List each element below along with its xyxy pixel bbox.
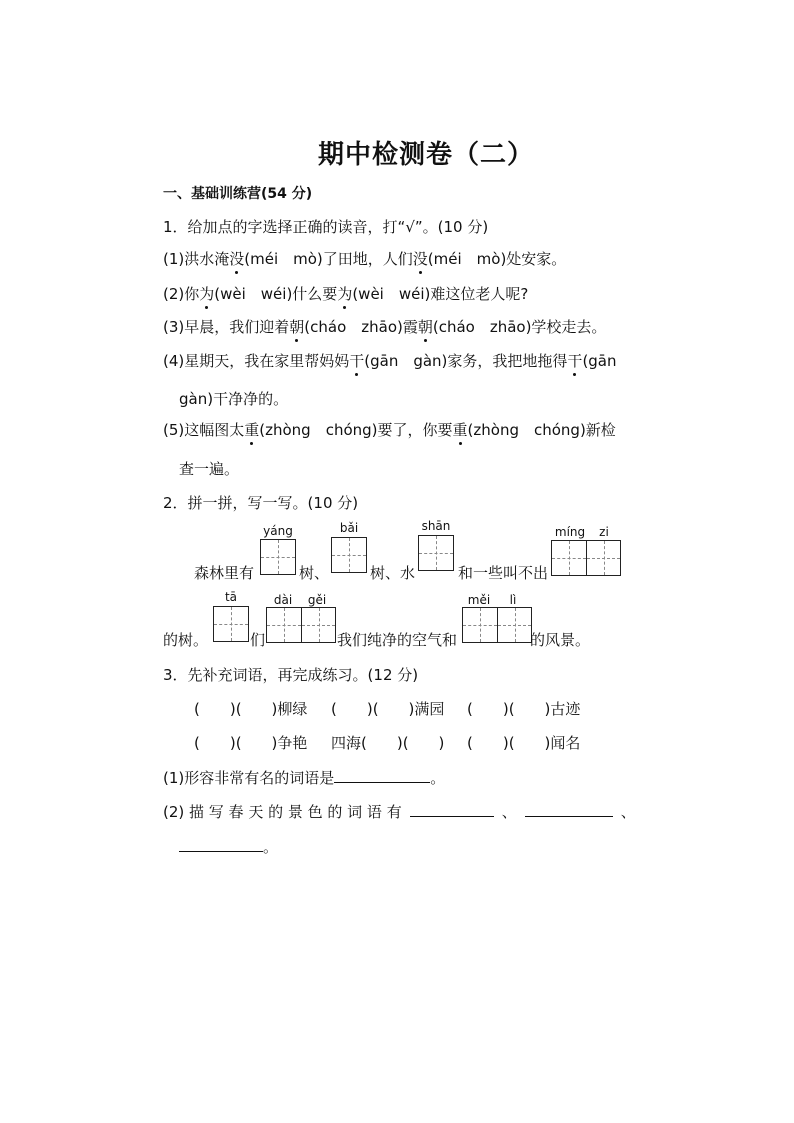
q1-item-5	[163, 419, 616, 440]
q1-item-4	[163, 350, 617, 371]
q1-item-1	[163, 248, 566, 269]
q1-item-3-text-a: (3)早晨，我们迎着	[163, 318, 290, 336]
q3-sub-2-end: 。	[263, 838, 279, 856]
q1-item-5-continuation: 查一遍。	[179, 460, 240, 478]
q1-item-3-text-e: (cháo zhāo)学校走去。	[432, 318, 607, 336]
q3-word-5: 四海( )( )	[331, 734, 445, 752]
pinyin-bai: bǎi	[339, 521, 359, 535]
q3-sub-2	[163, 801, 636, 822]
page-title: 期中检测卷（二）	[318, 140, 535, 170]
writing-grid-bai[interactable]	[331, 537, 367, 573]
writing-cell[interactable]	[497, 608, 531, 642]
q2-row1-text-4: 和一些叫不出	[458, 564, 549, 582]
q1-item-2	[163, 283, 528, 304]
q1-item-4-dotted-char-1: 干	[349, 352, 365, 370]
q1-item-3-text-c: (cháo zhāo)霞	[304, 318, 418, 336]
pinyin-gei: gěi	[307, 593, 327, 607]
q1-item-4-continuation: gàn)干净净的。	[179, 390, 289, 408]
q2-row1-text-2: 树、	[299, 564, 330, 582]
answer-blank-4[interactable]	[179, 851, 263, 852]
q1-item-3-dotted-char-2: 朝	[417, 318, 433, 336]
answer-blank-1[interactable]	[334, 782, 430, 783]
writing-grid-mingzi[interactable]	[551, 540, 621, 576]
q3-sub-2-sep-2: 、	[620, 803, 636, 821]
pinyin-zi: zi	[599, 525, 609, 539]
q2-row2-text-1: 的树。	[163, 631, 209, 649]
q2-row1-text-1: 森林里有	[194, 564, 255, 582]
writing-cell[interactable]	[463, 608, 497, 642]
q2-row1-text-3: 树、水	[370, 564, 416, 582]
q1-item-1-text-a: (1)洪水淹	[163, 250, 230, 268]
q1-item-3-dotted-char-1: 朝	[289, 318, 305, 336]
writing-grid-daigei[interactable]	[266, 607, 336, 643]
writing-cell[interactable]	[267, 608, 301, 642]
q3-sub-2-text: (2) 描 写 春 天 的 景 色 的 词 语 有	[163, 803, 402, 821]
q3-word-2: ( )( )满园	[331, 700, 445, 718]
writing-cell[interactable]	[301, 608, 335, 642]
q1-item-1-text-e: (méi mò)处安家。	[427, 250, 567, 268]
q1-item-4-text-a: (4)星期天，我在家里帮妈妈	[163, 352, 350, 370]
q2-row2-text-2: 们	[250, 631, 266, 649]
writing-grid-ta[interactable]	[213, 606, 249, 642]
q1-item-4-text-c: (gān gàn)家务，我把地拖得	[364, 352, 568, 370]
pinyin-dai: dài	[273, 593, 293, 607]
q3-sub-2-sep-1: 、	[501, 803, 517, 821]
q1-item-2-text-e: (wèi wéi)难这位老人呢?	[352, 285, 529, 303]
q3-sub-1-end: 。	[430, 769, 446, 787]
q2-heading: 2．拼一拼，写一写。(10 分)	[163, 494, 359, 512]
q3-sub-1-text: (1)形容非常有名的词语是	[163, 769, 335, 787]
pinyin-ta: tā	[224, 590, 238, 604]
writing-cell[interactable]	[552, 541, 586, 575]
q2-row2-text-4: 的风景。	[530, 631, 591, 649]
writing-grid-meili[interactable]	[462, 607, 532, 643]
writing-cell[interactable]	[214, 607, 248, 641]
writing-cell[interactable]	[586, 541, 620, 575]
q1-item-1-text-c: (méi mò)了田地，人们	[244, 250, 413, 268]
pinyin-ming: míng	[554, 525, 586, 539]
pinyin-mei: měi	[467, 593, 491, 607]
pinyin-yang: yáng	[263, 524, 293, 538]
q1-item-2-text-c: (wèi wéi)什么要	[214, 285, 338, 303]
answer-blank-2[interactable]	[410, 816, 494, 817]
q3-word-1: ( )( )柳绿	[194, 700, 308, 718]
q3-heading: 3．先补充词语，再完成练习。(12 分)	[163, 666, 419, 684]
q1-item-5-dotted-char-1: 重	[244, 421, 260, 439]
pinyin-shan: shān	[421, 519, 451, 533]
q3-sub-2-continuation	[179, 836, 278, 857]
writing-cell[interactable]	[332, 538, 366, 572]
section-heading-basic: 一、基础训练营(54 分)	[163, 186, 313, 202]
writing-cell[interactable]	[261, 540, 295, 574]
writing-grid-shan[interactable]	[418, 535, 454, 571]
q1-heading: 1．给加点的字选择正确的读音，打“√”。(10 分)	[163, 218, 489, 236]
q3-word-3: ( )( )古迹	[467, 700, 581, 718]
q2-row2-text-3: 我们纯净的空气和	[337, 631, 458, 649]
pinyin-li: lì	[509, 593, 517, 607]
writing-cell[interactable]	[419, 536, 453, 570]
q3-word-6: ( )( )闻名	[467, 734, 581, 752]
q1-item-4-text-e: (gān	[582, 352, 617, 370]
writing-grid-yang[interactable]	[260, 539, 296, 575]
q1-item-5-text-a: (5)这幅图太	[163, 421, 245, 439]
q3-sub-1	[163, 767, 445, 788]
q1-item-1-dotted-char-2: 没	[412, 250, 428, 268]
q1-item-1-dotted-char-1: 没	[229, 250, 245, 268]
q1-item-5-text-e: (zhòng chóng)新检	[467, 421, 616, 439]
q1-item-5-text-c: (zhòng chóng)要了，你要	[259, 421, 453, 439]
q1-item-4-dotted-char-2: 干	[567, 352, 583, 370]
q1-item-5-dotted-char-2: 重	[452, 421, 468, 439]
q1-item-2-dotted-char-2: 为	[337, 285, 353, 303]
answer-blank-3[interactable]	[525, 816, 613, 817]
q1-item-3	[163, 316, 606, 337]
q1-item-2-dotted-char-1: 为	[199, 285, 215, 303]
q3-word-4: ( )( )争艳	[194, 734, 308, 752]
q1-item-2-text-a: (2)你	[163, 285, 200, 303]
